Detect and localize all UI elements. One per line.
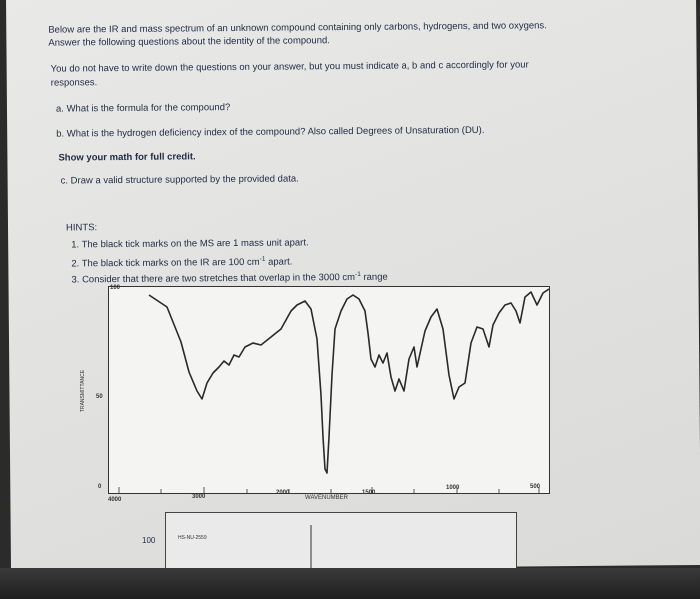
ir-absorption-trace bbox=[149, 289, 549, 473]
ir-spectrum-plot bbox=[109, 287, 549, 493]
hint-2 bbox=[71, 253, 292, 271]
question-c: c. Draw a valid structure supported by the provided data. bbox=[60, 173, 299, 187]
ir-x-ticks bbox=[119, 487, 539, 493]
monitor-bezel bbox=[0, 568, 700, 599]
note-line-2: responses. bbox=[50, 77, 98, 89]
note-line-1: You do not have to write down the questions on your answer, but you must indicate a, b and c accordingly for your bbox=[50, 59, 529, 75]
intro-line-1: Below are the IR and mass spectrum of an unknown compound containing only carbons, hydrogens, and two oxygens. bbox=[48, 20, 547, 36]
mass-spectrum bbox=[165, 512, 517, 572]
hint-3-text: 3. Consider that there are two stretches that overlap in the 3000 cm bbox=[71, 271, 356, 286]
ir-x-tick-1500: 1500 bbox=[362, 490, 376, 496]
ir-x-tick-500: 500 bbox=[530, 484, 541, 490]
hint-2-superscript: -1 bbox=[259, 255, 266, 263]
hint-3-tail: range bbox=[360, 271, 388, 283]
question-b: b. What is the hydrogen deficiency index of the compound? Also called Degrees of Unsaturation (DU). bbox=[56, 124, 485, 140]
hint-2-tail: apart. bbox=[265, 256, 293, 268]
hint-3-superscript: -1 bbox=[354, 270, 361, 278]
ir-x-tick-1000: 1000 bbox=[446, 485, 460, 491]
hint-3 bbox=[71, 268, 387, 287]
mass-spectrum-frame bbox=[166, 513, 516, 571]
ir-spectrum bbox=[108, 286, 550, 494]
ir-y-axis-title: TRANSMITTANCE bbox=[80, 369, 87, 413]
ms-y-label: 100 bbox=[142, 536, 156, 545]
hint-2-text: 2. The black tick marks on the IR are 100 cm bbox=[71, 256, 260, 270]
ms-code-label: HS-NU-2559 bbox=[178, 535, 207, 541]
hints-heading: HINTS: bbox=[65, 222, 98, 234]
ir-x-tick-2000: 2000 bbox=[276, 490, 290, 496]
question-a: a. What is the formula for the compound? bbox=[55, 102, 231, 115]
ir-y-top-label: 100 bbox=[110, 285, 121, 291]
ir-y-bottom-label: 0 bbox=[98, 484, 102, 490]
hint-1: 1. The black tick marks on the MS are 1 mass unit apart. bbox=[71, 237, 309, 251]
ir-x-tick-4000: 4000 bbox=[108, 497, 122, 503]
intro-line-2: Answer the following questions about the identity of the compound. bbox=[48, 35, 330, 49]
ir-y-mid-label: 50 bbox=[96, 394, 103, 400]
ir-x-tick-3000: 3000 bbox=[192, 494, 206, 500]
show-math-note: Show your math for full credit. bbox=[58, 151, 196, 164]
ir-x-axis-title: WAVENUMBER bbox=[305, 495, 349, 501]
